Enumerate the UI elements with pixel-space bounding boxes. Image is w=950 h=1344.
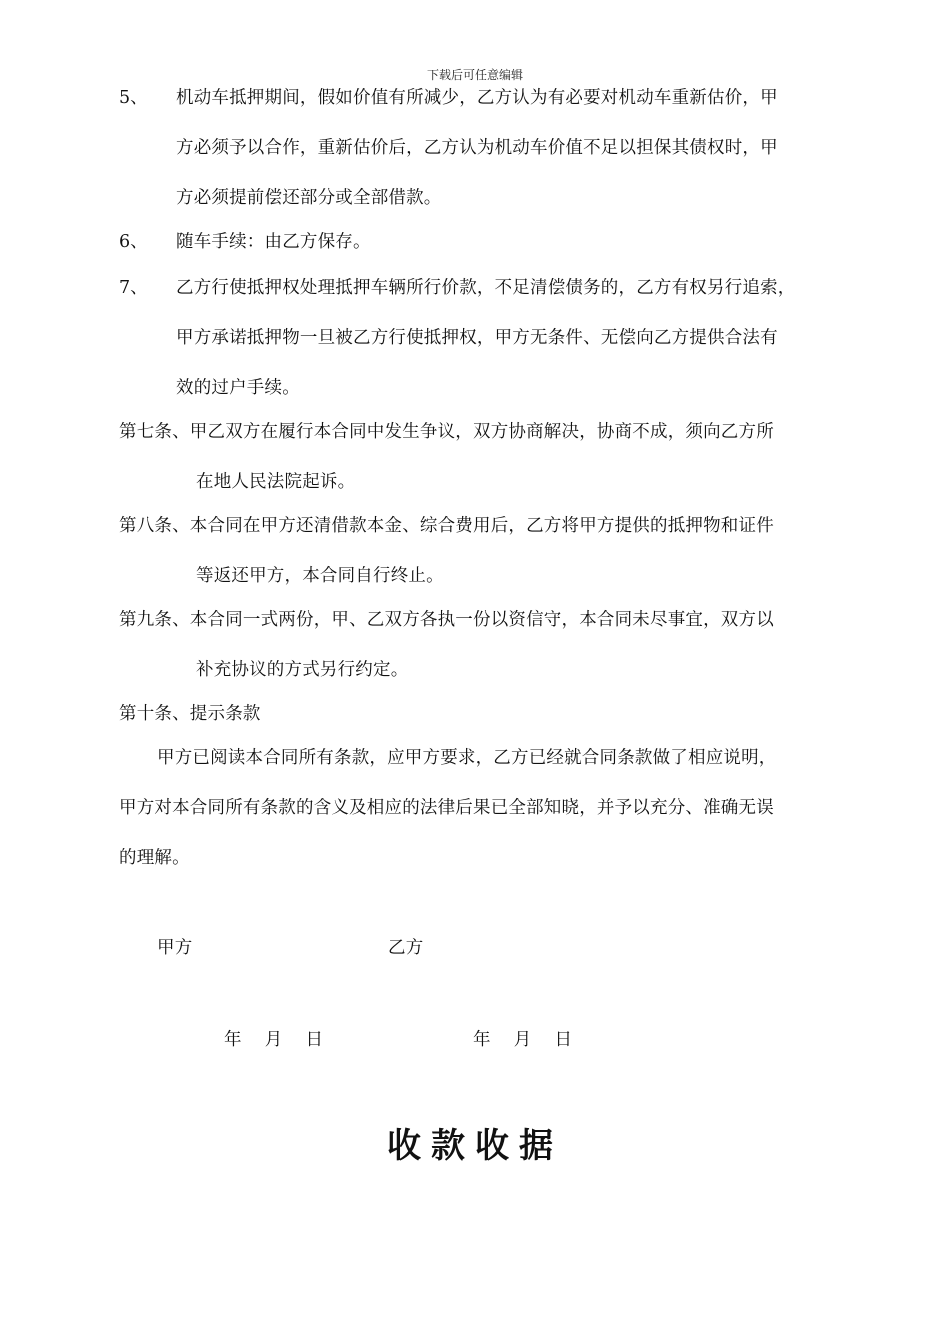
article-8-first-line: 第八条、本合同在甲方还清借款本金、综合费用后，乙方将甲方提供的抵押物和证件 [119,516,774,536]
article-7-continuation: 在地人民法院起诉。 [196,472,356,492]
item-7-number: 7、 [119,278,148,298]
item-5-line-3: 方必须提前偿还部分或全部借款。 [176,188,442,208]
article-10-line-3: 的理解。 [119,848,190,868]
item-5-line-2: 方必须予以合作，重新估价后，乙方认为机动车价值不足以担保其债权时，甲 [176,138,778,158]
article-9-continuation: 补充协议的方式另行约定。 [196,660,409,680]
article-8-continuation: 等返还甲方，本合同自行终止。 [196,566,444,586]
article-9-first-line: 第九条、本合同一式两份，甲、乙双方各执一份以资信守，本合同未尽事宜，双方以 [119,610,774,630]
item-6-line-1: 随车手续：由乙方保存。 [176,232,371,252]
item-5-number: 5、 [119,88,148,108]
article-10-line-1: 甲方已阅读本合同所有条款，应甲方要求，乙方已经就合同条款做了相应说明， [157,748,777,768]
page-header: 下载后可任意编辑 [426,68,523,82]
item-5-line-1: 机动车抵押期间，假如价值有所减少，乙方认为有必要对机动车重新估价，甲 [176,88,778,108]
item-7-line-1: 乙方行使抵押权处理抵押车辆所行价款，不足清偿债务的，乙方有权另行追索， [176,278,796,298]
article-10-line-2: 甲方对本合同所有条款的含义及相应的法律后果已全部知晓，并予以充分、准确无误 [119,798,774,818]
item-7-line-3: 效的过户手续。 [176,378,300,398]
item-6-number: 6、 [119,232,148,252]
article-7-first-line: 第七条、甲乙双方在履行本合同中发生争议，双方协商解决，协商不成，须向乙方所 [119,422,774,442]
party-a-label: 甲方 [157,938,193,958]
party-b-date: 年 月 日 [473,1030,573,1050]
party-b-label: 乙方 [388,938,424,958]
article-10-heading: 第十条、提示条款 [119,704,261,724]
party-a-date: 年 月 日 [224,1030,324,1050]
receipt-title: 收款收据 [387,1126,563,1166]
item-7-line-2: 甲方承诺抵押物一旦被乙方行使抵押权，甲方无条件、无偿向乙方提供合法有 [176,328,778,348]
